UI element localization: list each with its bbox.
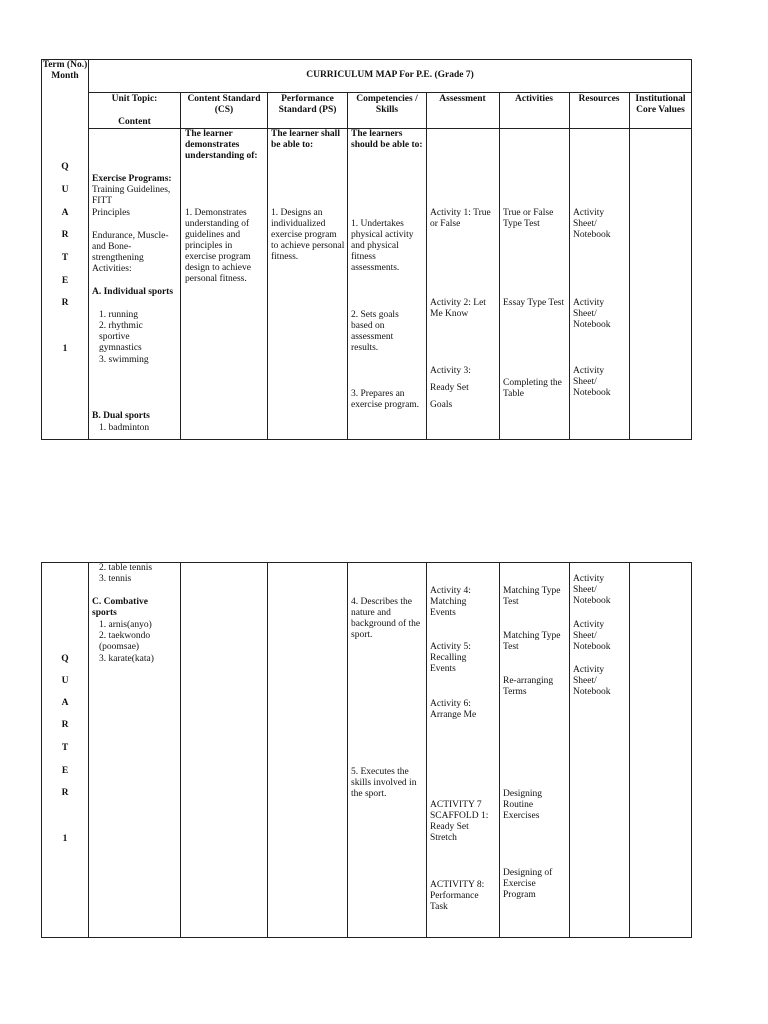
activity-item: Essay Type Test <box>503 298 565 308</box>
list-item: 2. table tennis <box>99 563 153 573</box>
quarter-letter: U <box>61 185 69 195</box>
assessment-item: ACTIVITY 8: Performance Task <box>430 880 485 912</box>
col-unit-topic: Unit Topic: <box>111 94 158 104</box>
activity-item: Designing Routine Exercises <box>503 789 543 821</box>
assessment-item: Goals <box>430 400 453 410</box>
resource-item: Activity Sheet/ Notebook <box>573 665 611 697</box>
competency-item: 1. Undertakes physical activity and physical fitness assessments. <box>351 219 414 273</box>
quarter-letter: T <box>61 743 69 753</box>
col-content-standard: Content Standard (CS) <box>187 94 261 115</box>
quarter-letter: Q <box>61 162 69 172</box>
assessment-item: Activity 2: Let Me Know <box>430 298 486 319</box>
activity-item: Matching Type Test <box>503 586 561 607</box>
quarter-letter: 1 <box>62 834 68 844</box>
quarter-letter: E <box>61 766 69 776</box>
assessment-item: Ready Set <box>430 383 469 393</box>
list-item: 1. running <box>99 310 139 320</box>
content-text: Principles <box>92 208 130 218</box>
quarter-letter: T <box>61 253 69 263</box>
assessment-item: Activity 6: Arrange Me <box>430 699 477 720</box>
content-text: Endurance, Muscle- and Bone-strengthening Activities: <box>92 231 169 274</box>
col-performance-standard: Performance Standard (PS) <box>278 94 337 115</box>
quarter-letter: R <box>61 788 69 798</box>
assessment-item: Activity 1: True or False <box>430 208 491 229</box>
competency-item: 3. Prepares an exercise program. <box>351 389 420 410</box>
list-item: 3. karate(kata) <box>99 654 154 664</box>
quarter-letter: A <box>61 698 69 708</box>
col-competencies: Competencies / Skills <box>356 94 418 115</box>
content-heading: Exercise Programs: <box>92 174 172 184</box>
col-resources: Resources <box>578 94 620 104</box>
content-standard-text: 1. Demonstrates understanding of guidelines and principles in exercise program design to achieve personal fitness. <box>185 208 251 284</box>
performance-standard-text: 1. Designs an individualized exercise program to achieve personal fitness. <box>271 208 345 262</box>
col-activities: Activities <box>515 94 553 104</box>
resource-item: Activity Sheet/ Notebook <box>573 574 611 606</box>
list-item: 1. badminton <box>99 423 150 433</box>
competency-item: 4. Describes the nature and background of the sport. <box>351 597 421 640</box>
assessment-item: Activity 5: Recalling Events <box>430 642 471 674</box>
quarter-letter: A <box>61 208 69 218</box>
activity-item: Re-arranging Terms <box>503 676 554 697</box>
resource-item: Activity Sheet/ Notebook <box>573 366 611 398</box>
list-item: 3. swimming <box>99 355 149 365</box>
quarter-letter: R <box>61 230 69 240</box>
list-item: 3. tennis <box>99 574 132 584</box>
quarter-letter: Q <box>61 654 69 664</box>
competency-item: 2. Sets goals based on assessment results. <box>351 310 399 353</box>
assessment-item: ACTIVITY 7 SCAFFOLD 1: Ready Set Stretch <box>430 800 489 843</box>
content-heading: A. Individual sports <box>92 287 174 297</box>
assessment-item: Activity 4: Matching Events <box>430 586 471 618</box>
activity-item: Designing of Exercise Program <box>503 868 553 900</box>
content-heading: C. Combative sports <box>92 597 148 618</box>
col-assessment: Assessment <box>439 94 486 104</box>
comp-stem: The learners should be able to: <box>351 129 423 150</box>
activity-item: Matching Type Test <box>503 631 561 652</box>
page-title: CURRICULUM MAP For P.E. (Grade 7) <box>306 70 474 80</box>
resource-item: Activity Sheet/ Notebook <box>573 620 611 652</box>
quarter-letter: R <box>61 298 69 308</box>
quarter-letter: E <box>61 276 69 286</box>
quarter-letter: U <box>61 676 69 686</box>
list-item: 2. rhythmic sportive gymnastics <box>99 321 143 353</box>
content-text: Training Guidelines, FITT <box>92 185 171 206</box>
activity-item: Completing the Table <box>503 378 562 399</box>
competency-item: 5. Executes the skills involved in the sport. <box>351 767 417 799</box>
quarter-letter: R <box>61 720 69 730</box>
quarter-letter: 1 <box>62 344 68 354</box>
list-item: 1. arnis(anyo) <box>99 620 152 630</box>
col-content: Content <box>118 117 151 127</box>
list-item: 2. taekwondo (poomsae) <box>99 631 151 652</box>
content-heading: B. Dual sports <box>92 411 150 421</box>
term-header: Term (No.) Month <box>42 60 88 81</box>
ps-stem: The learner shall be able to: <box>271 129 340 150</box>
resource-item: Activity Sheet/ Notebook <box>573 298 611 330</box>
activity-item: True or False Type Test <box>503 208 554 229</box>
cs-stem: The learner demonstrates understanding of: <box>185 129 258 161</box>
resource-item: Activity Sheet/ Notebook <box>573 208 611 240</box>
col-core-values: Institutional Core Values <box>635 94 686 115</box>
assessment-item: Activity 3: <box>430 366 471 376</box>
